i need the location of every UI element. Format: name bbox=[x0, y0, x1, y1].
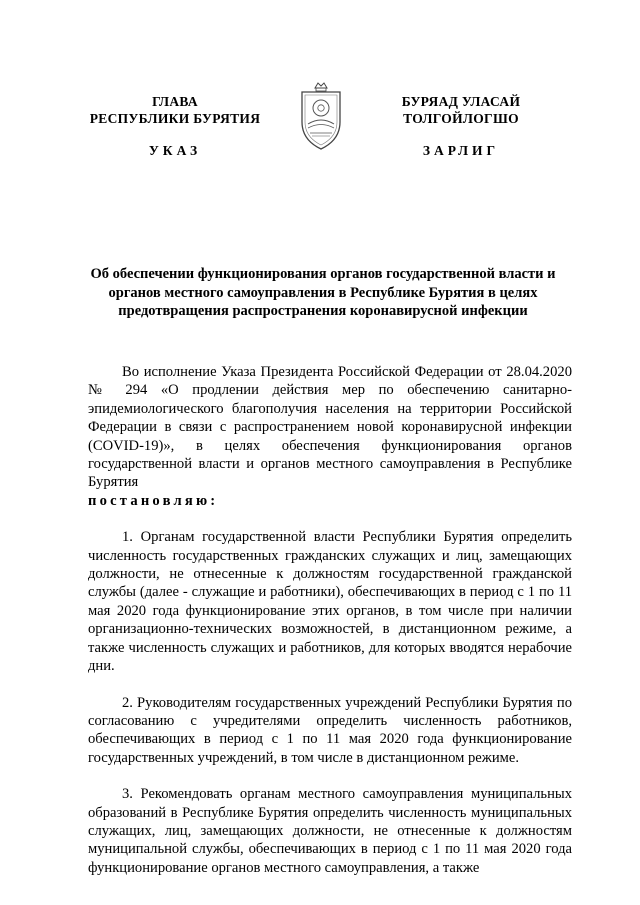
preamble-paragraph bbox=[88, 363, 572, 510]
paragraph-1: 1. Органам государственной власти Республики Бурятия определить численность государственных гражданских служащих и лиц, замещающих должности, не отнесенные к должностям государственной гражданской службы (далее - служащие и работники), обеспечивающих в период с 1 по 11 мая 2020 года функционирование этих органов, в том числе при наличии организационно-технических возможностей, в дистанционном режиме, а также численность служащих и работников, для которых вводятся нерабочие дни. bbox=[88, 529, 572, 675]
decree-label-bua: ЗАРЛИГ bbox=[422, 143, 500, 158]
header-left-line1: ГЛАВА bbox=[152, 94, 198, 109]
header-right bbox=[356, 93, 566, 127]
header-right-line2: ТОЛГОЙЛОГШО bbox=[403, 111, 519, 126]
header-left bbox=[70, 93, 280, 127]
decree-label-ru: УКАЗ bbox=[148, 143, 202, 158]
document-title: Об обеспечении функционирования органов государственной власти и органов местного самоуправления в Республике Бурятия в целях предотвращения распространения коронавирусной инфекции bbox=[90, 266, 556, 319]
header-left-line2: РЕСПУБЛИКИ БУРЯТИЯ bbox=[89, 111, 261, 126]
coat-of-arms-icon bbox=[296, 78, 346, 152]
resolve-word: постановляю: bbox=[88, 492, 219, 509]
paragraph-2: 2. Руководителям государственных учреждений Республики Бурятия по согласованию с учредителями определить численность работников, обеспечивающих в период с 1 по 11 мая 2020 года функционирование государственных учреждений, в том числе в дистанционном режиме. bbox=[88, 694, 572, 766]
paragraph-3: 3. Рекомендовать органам местного самоуправления муниципальных образований в Республике Бурятия определить численность муниципальных служащих, лиц, замещающих должности, не отнесенные к должностям муниципальной службы, обеспечивающих в период с 1 по 11 мая 2020 года функционирование органов местного самоуправления, а также bbox=[88, 786, 572, 876]
document-body bbox=[88, 363, 572, 895]
header-right-line1: БУРЯАД УЛАСАЙ bbox=[401, 94, 521, 109]
preamble-text: Во исполнение Указа Президента Российской Федерации от 28.04.2020 № 294 «О продлении действия мер по обеспечению санитарно-эпидемиологического благополучия населения на территории Российской Федерации в связи с распространением новой коронавирусной инфекции (COVID-19)», в целях обеспечения функционирования органов государственной власти и органов местного самоуправления в Республике Бурятия bbox=[88, 364, 572, 491]
